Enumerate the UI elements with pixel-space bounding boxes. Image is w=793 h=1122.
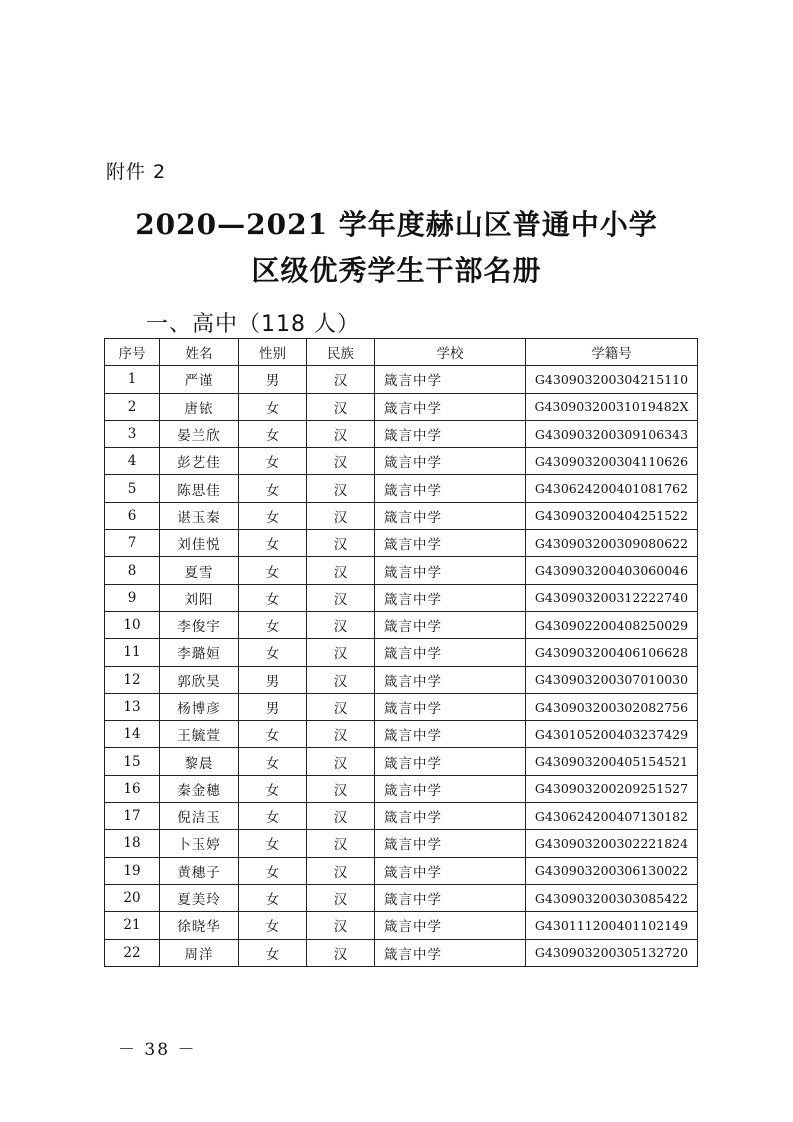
- cell-school: 箴言中学: [375, 721, 526, 748]
- table-row: [105, 939, 698, 966]
- table-row: [105, 366, 698, 393]
- cell-gender: 男: [239, 666, 307, 693]
- cell-school: 箴言中学: [375, 939, 526, 966]
- cell-school: 箴言中学: [375, 775, 526, 802]
- table-row: [105, 639, 698, 666]
- table-row: [105, 420, 698, 447]
- cell-school: 箴言中学: [375, 366, 526, 393]
- table-row: [105, 584, 698, 611]
- cell-name: 刘佳悦: [160, 530, 239, 557]
- table-body: [105, 366, 698, 967]
- cell-index: 13: [105, 693, 160, 720]
- cell-ethnicity: 汉: [307, 393, 375, 420]
- cell-name: 彭艺佳: [160, 448, 239, 475]
- cell-school: 箴言中学: [375, 884, 526, 911]
- cell-school: 箴言中学: [375, 502, 526, 529]
- cell-student-id: G430903200304215110: [526, 366, 698, 393]
- cell-name: 杨博彦: [160, 693, 239, 720]
- cell-index: 10: [105, 611, 160, 638]
- cell-school: 箴言中学: [375, 748, 526, 775]
- cell-index: 4: [105, 448, 160, 475]
- table-row: [105, 611, 698, 638]
- cell-name: 卜玉婷: [160, 830, 239, 857]
- cell-name: 夏美玲: [160, 884, 239, 911]
- cell-ethnicity: 汉: [307, 448, 375, 475]
- cell-student-id: G430111200401102149: [526, 912, 698, 939]
- cell-ethnicity: 汉: [307, 557, 375, 584]
- cell-student-id: G430624200407130182: [526, 803, 698, 830]
- cell-index: 11: [105, 639, 160, 666]
- cell-ethnicity: 汉: [307, 857, 375, 884]
- cell-ethnicity: 汉: [307, 748, 375, 775]
- cell-gender: 女: [239, 803, 307, 830]
- attachment-label: 附件 2: [106, 161, 167, 183]
- cell-student-id: G430105200403237429: [526, 721, 698, 748]
- cell-gender: 男: [239, 366, 307, 393]
- cell-ethnicity: 汉: [307, 639, 375, 666]
- cell-student-id: G430903200405154521: [526, 748, 698, 775]
- page-number: － 38 －: [118, 1040, 197, 1060]
- cell-gender: 女: [239, 393, 307, 420]
- cell-index: 12: [105, 666, 160, 693]
- cell-gender: 女: [239, 721, 307, 748]
- table-row: [105, 721, 698, 748]
- table-row: [105, 857, 698, 884]
- header-gender: 性别: [239, 339, 307, 366]
- cell-name: 徐晓华: [160, 912, 239, 939]
- cell-gender: 女: [239, 830, 307, 857]
- cell-student-id: G430903200309080622: [526, 530, 698, 557]
- cell-index: 18: [105, 830, 160, 857]
- table-row: [105, 502, 698, 529]
- cell-school: 箴言中学: [375, 857, 526, 884]
- cell-index: 2: [105, 393, 160, 420]
- cell-gender: 女: [239, 530, 307, 557]
- cell-student-id: G430903200302221824: [526, 830, 698, 857]
- cell-school: 箴言中学: [375, 912, 526, 939]
- cell-name: 倪洁玉: [160, 803, 239, 830]
- cell-ethnicity: 汉: [307, 420, 375, 447]
- cell-ethnicity: 汉: [307, 611, 375, 638]
- cell-student-id: G430903200302082756: [526, 693, 698, 720]
- table-row: [105, 803, 698, 830]
- cell-name: 陈思佳: [160, 475, 239, 502]
- cell-student-id: G430624200401081762: [526, 475, 698, 502]
- table-row: [105, 693, 698, 720]
- cell-ethnicity: 汉: [307, 475, 375, 502]
- cell-student-id: G430903200209251527: [526, 775, 698, 802]
- cell-school: 箴言中学: [375, 530, 526, 557]
- cell-index: 16: [105, 775, 160, 802]
- header-school: 学校: [375, 339, 526, 366]
- table-row: [105, 666, 698, 693]
- cell-school: 箴言中学: [375, 611, 526, 638]
- cell-ethnicity: 汉: [307, 884, 375, 911]
- table-row: [105, 830, 698, 857]
- cell-gender: 女: [239, 448, 307, 475]
- cell-index: 22: [105, 939, 160, 966]
- cell-name: 谌玉秦: [160, 502, 239, 529]
- cell-ethnicity: 汉: [307, 721, 375, 748]
- table-row: [105, 912, 698, 939]
- document-title-line-2: 区级优秀学生干部名册: [251, 254, 542, 287]
- cell-student-id: G430903200309106343: [526, 420, 698, 447]
- cell-name: 唐铱: [160, 393, 239, 420]
- table-row: [105, 448, 698, 475]
- table-row: [105, 884, 698, 911]
- header-name: 姓名: [160, 339, 239, 366]
- cell-school: 箴言中学: [375, 393, 526, 420]
- cell-name: 严谨: [160, 366, 239, 393]
- table-row: [105, 748, 698, 775]
- cell-school: 箴言中学: [375, 803, 526, 830]
- cell-student-id: G430903200307010030: [526, 666, 698, 693]
- cell-ethnicity: 汉: [307, 366, 375, 393]
- cell-school: 箴言中学: [375, 639, 526, 666]
- cell-name: 李璐姮: [160, 639, 239, 666]
- cell-index: 8: [105, 557, 160, 584]
- table-row: [105, 557, 698, 584]
- cell-student-id: G430903200406106628: [526, 639, 698, 666]
- table-row: [105, 530, 698, 557]
- cell-gender: 女: [239, 420, 307, 447]
- cell-gender: 女: [239, 857, 307, 884]
- cell-student-id: G430903200404251522: [526, 502, 698, 529]
- table-header-row: [105, 339, 698, 366]
- cell-ethnicity: 汉: [307, 530, 375, 557]
- section-heading: 一、高中（118 人）: [146, 312, 360, 337]
- cell-school: 箴言中学: [375, 693, 526, 720]
- cell-school: 箴言中学: [375, 557, 526, 584]
- cell-index: 6: [105, 502, 160, 529]
- cell-school: 箴言中学: [375, 475, 526, 502]
- cell-student-id: G430903200312222740: [526, 584, 698, 611]
- header-ethnicity: 民族: [307, 339, 375, 366]
- cell-gender: 女: [239, 475, 307, 502]
- cell-ethnicity: 汉: [307, 502, 375, 529]
- cell-ethnicity: 汉: [307, 693, 375, 720]
- cell-gender: 女: [239, 639, 307, 666]
- cell-school: 箴言中学: [375, 448, 526, 475]
- cell-ethnicity: 汉: [307, 939, 375, 966]
- cell-gender: 女: [239, 748, 307, 775]
- cell-gender: 女: [239, 775, 307, 802]
- cell-school: 箴言中学: [375, 584, 526, 611]
- cell-index: 5: [105, 475, 160, 502]
- cell-gender: 女: [239, 502, 307, 529]
- cell-index: 19: [105, 857, 160, 884]
- cell-name: 刘阳: [160, 584, 239, 611]
- cell-student-id: G430903200403060046: [526, 557, 698, 584]
- cell-index: 7: [105, 530, 160, 557]
- cell-student-id: G430903200306130022: [526, 857, 698, 884]
- cell-index: 9: [105, 584, 160, 611]
- student-roster-table: [104, 338, 698, 967]
- table-row: [105, 393, 698, 420]
- cell-ethnicity: 汉: [307, 666, 375, 693]
- cell-name: 晏兰欣: [160, 420, 239, 447]
- cell-gender: 女: [239, 611, 307, 638]
- cell-ethnicity: 汉: [307, 775, 375, 802]
- cell-index: 17: [105, 803, 160, 830]
- cell-name: 黄穗子: [160, 857, 239, 884]
- cell-school: 箴言中学: [375, 420, 526, 447]
- cell-student-id: G430903200304110626: [526, 448, 698, 475]
- cell-student-id: G430903200303085422: [526, 884, 698, 911]
- cell-ethnicity: 汉: [307, 912, 375, 939]
- cell-student-id: G43090320031019482X: [526, 393, 698, 420]
- cell-name: 周洋: [160, 939, 239, 966]
- cell-gender: 女: [239, 557, 307, 584]
- cell-index: 14: [105, 721, 160, 748]
- cell-gender: 女: [239, 912, 307, 939]
- cell-name: 郭欣昊: [160, 666, 239, 693]
- cell-gender: 女: [239, 884, 307, 911]
- cell-gender: 女: [239, 939, 307, 966]
- cell-index: 21: [105, 912, 160, 939]
- document-title-line-1: 2020—2021 学年度赫山区普通中小学: [135, 208, 658, 241]
- cell-index: 15: [105, 748, 160, 775]
- cell-gender: 女: [239, 584, 307, 611]
- header-index: 序号: [105, 339, 160, 366]
- header-student-id: 学籍号: [526, 339, 698, 366]
- table-row: [105, 775, 698, 802]
- cell-name: 黎晨: [160, 748, 239, 775]
- cell-name: 夏雪: [160, 557, 239, 584]
- cell-ethnicity: 汉: [307, 830, 375, 857]
- cell-ethnicity: 汉: [307, 803, 375, 830]
- cell-index: 1: [105, 366, 160, 393]
- cell-student-id: G430902200408250029: [526, 611, 698, 638]
- cell-ethnicity: 汉: [307, 584, 375, 611]
- cell-gender: 男: [239, 693, 307, 720]
- cell-index: 20: [105, 884, 160, 911]
- cell-school: 箴言中学: [375, 830, 526, 857]
- cell-student-id: G430903200305132720: [526, 939, 698, 966]
- cell-name: 李俊宇: [160, 611, 239, 638]
- cell-name: 王毓萱: [160, 721, 239, 748]
- cell-name: 秦金穗: [160, 775, 239, 802]
- cell-index: 3: [105, 420, 160, 447]
- table-row: [105, 475, 698, 502]
- cell-school: 箴言中学: [375, 666, 526, 693]
